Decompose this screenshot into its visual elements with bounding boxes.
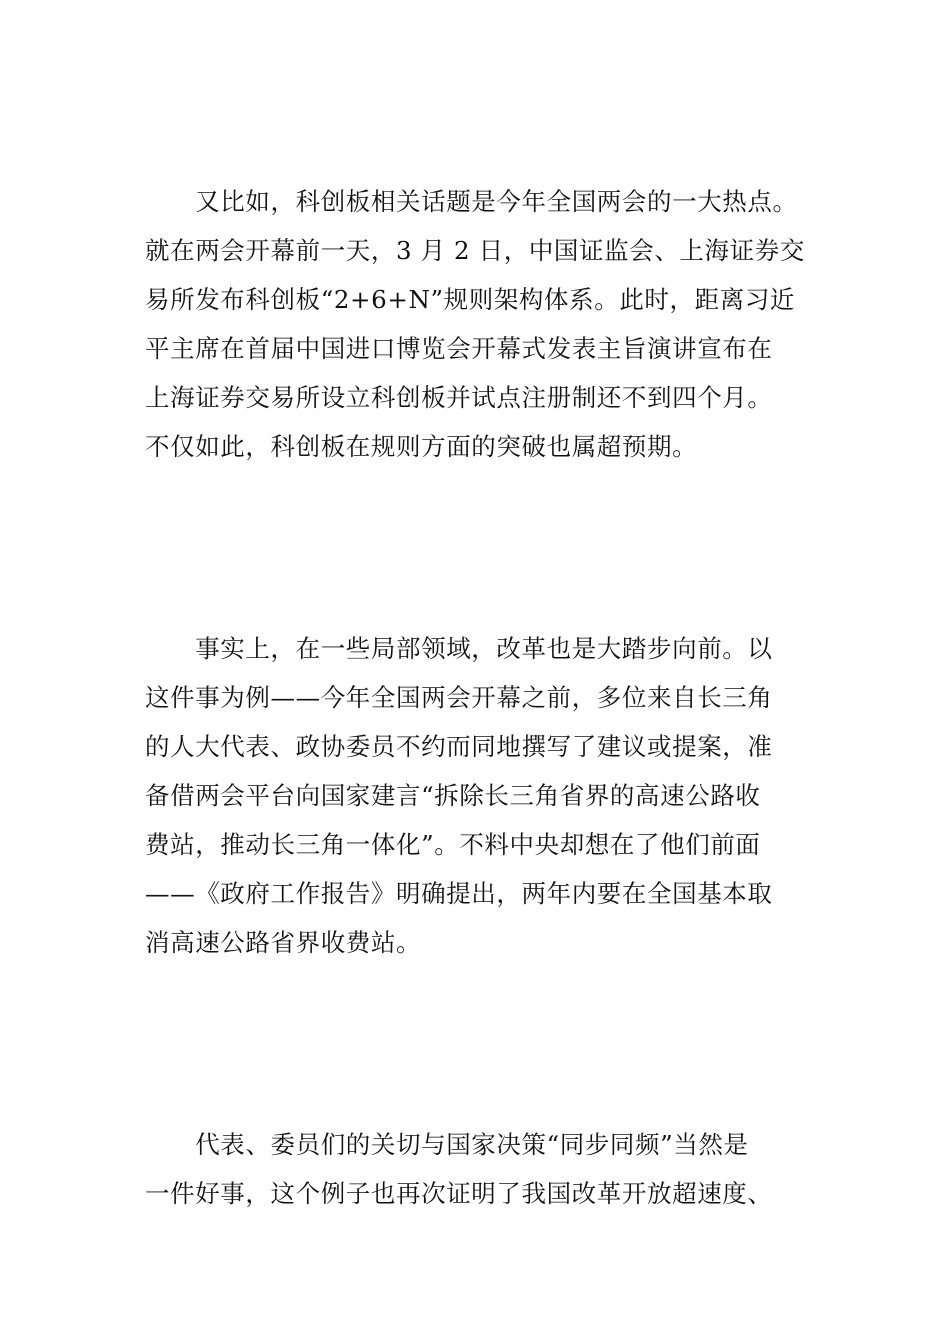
- text-line: 的人大代表、政协委员不约而同地撰写了建议或提案，准: [145, 732, 773, 761]
- text-line: 消高速公路省界收费站。: [145, 928, 422, 957]
- text-line: 事实上，在一些局部领域，改革也是大踏步向前。以: [145, 634, 773, 663]
- paragraph-star-market: [145, 177, 825, 471]
- text-line: 一件好事，这个例子也再次证明了我国改革开放超速度、: [145, 1179, 773, 1208]
- text-line: 费站，推动长三角一体化”。不料中央却想在了他们前面: [145, 830, 761, 859]
- text-line: 这件事为例——今年全国两会开幕之前，多位来自长三角: [145, 683, 773, 712]
- text-line: 不仅如此，科创板在规则方面的突破也属超预期。: [145, 432, 698, 461]
- text-line: 又比如，科创板相关话题是今年全国两会的一大热点。: [145, 187, 798, 216]
- text-line: 易所发布科创板“2+6+N”规则架构体系。此时，距离习近: [145, 285, 796, 314]
- text-line: 代表、委员们的关切与国家决策“同步同频”当然是: [145, 1130, 749, 1159]
- paragraph-sync-decision: [145, 1120, 825, 1218]
- text-line: ——《政府工作报告》明确提出，两年内要在全国基本取: [145, 879, 773, 908]
- text-line: 平主席在首届中国进口博览会开幕式发表主旨演讲宣布在: [145, 334, 773, 363]
- text-line: 上海证券交易所设立科创板并试点注册制还不到四个月。: [145, 383, 773, 412]
- paragraph-toll-stations: [145, 624, 825, 967]
- text-line: 就在两会开幕前一天，3 月 2 日，中国证监会、上海证券交: [145, 236, 805, 265]
- text-line: 备借两会平台向国家建言“拆除长三角省界的高速公路收: [145, 781, 761, 810]
